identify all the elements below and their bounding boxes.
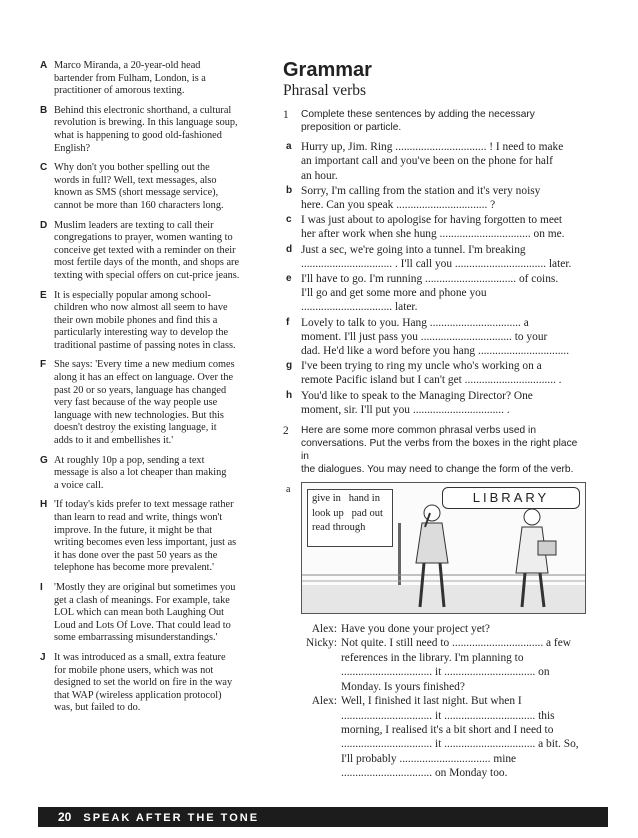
library-sign: LIBRARY [442,487,580,509]
item-line: an important call and you've been on the phone for half [301,155,553,168]
paragraph-line: what is happening to good old-fashioned [54,129,222,141]
item-line: ................................ . I'll call you ................................ later. [301,257,572,270]
paragraph-line: get a clash of meanings. For example, take [54,594,230,606]
paragraph-line: was, but failed to do. [54,702,141,714]
paragraph-line: their own mobile phones and find this a [54,314,218,326]
paragraph-line: a voice call. [54,479,104,491]
paragraph-line: cannot be more than 160 characters long. [54,199,224,211]
paragraph-line: At roughly 10p a pop, sending a text [54,454,205,466]
exercise-item [283,389,583,417]
item-line: Hurry up, Jim. Ring ................................ ! I need to make [301,141,564,154]
paragraph-line: Loud and Lots Of Love. That could lead to [54,619,231,631]
paragraph-line: telephone has become more prevalent.' [54,562,214,574]
paragraph-line: designed to set the world on fire in the way [54,677,233,689]
paragraph-line: along it has an effect on language. Over the [54,372,234,384]
item-line: Sorry, I'm calling from the station and it's very noisy [301,184,541,197]
item-line: I'll have to go. I'm running ................................ of coins. [301,273,559,286]
paragraph-letter: H [40,499,48,511]
paragraph-line: children who now almost all seem to have [54,302,228,314]
paragraph-line: doesn't destroy the existing language, it [54,422,217,434]
item-line: here. Can you speak ................................ ? [301,199,496,212]
item-letter: a [286,141,292,153]
exercise-number: 1 [283,109,289,122]
paragraph-letter: E [40,289,47,301]
article-paragraph [40,290,266,353]
paragraph-line: 'Mostly they are original but sometimes you [54,581,236,593]
paragraph-line: most fertile days of the month, and shops are [54,257,240,269]
dialogue-line: ................................ it ................................ a bit. So, [341,738,579,751]
article-paragraph [40,455,266,493]
dialogue-turn [283,694,583,780]
exercise-item [283,359,583,387]
grammar-heading: Grammar [283,59,372,81]
paragraph-line: than learn to read and write, things won't [54,512,223,523]
item-line: her after work when she hung ................................ on me. [301,228,565,241]
article-paragraph [40,105,266,155]
article-paragraph [40,220,266,283]
paragraph-line: bartender from Fulham, London, is a [54,72,206,84]
exercise-item [283,140,583,183]
dialogue-line: Well, I finished it last night. But when I [341,695,522,708]
dialogue-line: morning, I realised it's a bit short and I need to [341,723,554,736]
article-paragraph [40,60,266,98]
item-letter: b [286,184,293,196]
paragraph-line: She says: 'Every time a new medium comes [54,359,235,371]
item-line: I've been trying to ring my uncle who's working on a [301,360,542,373]
paragraph-line: adds to it and embellishes it.' [54,435,174,447]
paragraph-line: language with new technologies. But this [54,409,224,421]
item-line: an hour. [301,169,338,182]
paragraph-line: past 20 or so years, language has changed [54,384,227,396]
paragraph-line: that WAP (wireless application protocol) [54,689,222,701]
grammar-subtitle: Phrasal verbs [283,82,367,99]
footer-title: SPEAK AFTER THE TONE [83,812,260,824]
page-number: 20 [58,810,72,824]
paragraph-line: writing becomes even less important, just as [54,537,237,549]
item-line: You'd like to speak to the Managing Director? One [301,389,533,402]
paragraph-line: traditional pastime of passing notes in class. [54,339,236,351]
paragraph-letter: G [40,454,48,466]
exercise-2 [283,424,583,476]
part-label: a [286,484,291,496]
paragraph-letter: I [40,581,43,593]
paragraph-line: English? [54,142,91,154]
item-letter: e [286,273,292,285]
exercise-1 [283,108,583,134]
page-footer [38,807,608,827]
dialogue-turn [283,622,583,636]
paragraph-line: Muslim leaders are texting to call their [54,219,214,231]
speaker-name: Alex: [311,623,337,636]
paragraph-line: words in full? Well, text messages, also [54,174,217,186]
paragraph-letter: F [40,359,47,371]
paragraph-line: known as SMS (short message service), [54,187,219,199]
paragraph-line: It was introduced as a small, extra feature [54,651,226,663]
exercise-item [283,316,583,359]
paragraph-line: message is also a lot cheaper than making [54,467,227,479]
article-paragraph [40,359,266,447]
paragraph-line: practitioner of amorous texting. [54,85,185,97]
article-column [40,60,266,722]
paragraph-line: particularly interesting way to develop the [54,327,229,339]
exercise-instruction: Here are some more common phrasal verbs used in conversations. Put the verbs from the boxes in the right place in the dialogues. You may need to change the form of the verb. [301,425,578,476]
paragraph-line: very fast because of the way people use [54,397,218,409]
students-drawing [302,483,585,613]
paragraph-line: It is especially popular among school- [54,289,211,301]
speaker-name: Alex: [311,695,337,708]
dialogue [283,622,583,780]
article-paragraph [40,162,266,212]
exercise-instruction: Complete these sentences by adding the necessary preposition or particle. [301,109,535,134]
exercise-item [283,243,583,271]
paragraph-letter: D [40,219,48,231]
grammar-column [283,58,583,781]
item-line: dad. He'd like a word before you hang ................................ [301,345,570,358]
paragraph-letter: J [40,651,46,663]
paragraph-line: it has done over the past 50 years as the [54,549,218,561]
article-paragraph [40,652,266,715]
dialogue-line: references in the library. I'm planning to [341,651,524,664]
item-line: ................................ later. [301,301,418,314]
exercise-item [283,272,583,315]
paragraph-letter: B [40,104,48,116]
article-paragraph [40,499,266,575]
paragraph-line: Behind this electronic shorthand, a cultural [54,104,232,116]
item-letter: h [286,389,293,401]
item-line: I was just about to apologise for having forgotten to meet [301,214,563,227]
paragraph-line: Marco Miranda, a 20-year-old head [54,60,201,71]
exercise-item [283,213,583,241]
dialogue-line: Monday. Is yours finished? [341,680,465,693]
paragraph-line: conceive get texted with a reminder on their [54,244,236,256]
exercise-1-items [283,140,583,417]
item-letter: c [286,214,292,226]
item-line: moment. I'll just pass you ................................ to your [301,330,548,343]
paragraph-line: texting with special offers on cut-price jeans. [54,269,240,281]
article-paragraph [40,582,266,645]
paragraph-line: revolution is brewing. In this language soup, [54,117,238,129]
item-line: remote Pacific island but I can't get ................................ . [301,374,562,387]
item-line: moment, sir. I'll put you ................................ . [301,403,510,416]
dialogue-line: I'll probably ................................ mine [341,752,517,765]
dialogue-line: Not quite. I still need to ................................ a few [341,637,571,650]
paragraph-letter: A [40,60,48,71]
dialogue-line: ................................ it ................................ this [341,709,555,722]
item-letter: g [286,360,293,372]
exercise-item [283,184,583,212]
exercise-number: 2 [283,425,289,438]
item-line: I'll go and get some more and phone you [301,287,487,300]
paragraph-line: some embarrassing misunderstandings.' [54,632,218,644]
dialogue-line: Have you done your project yet? [341,623,490,636]
item-letter: f [286,316,290,328]
paragraph-line: 'If today's kids prefer to text message rather [54,499,234,511]
verb-box: give in hand in look up pad out read through [307,489,393,547]
library-illustration [286,482,586,614]
paragraph-line: LOL which can mean both Laughing Out [54,607,225,619]
paragraph-line: congregations to prayer, women wanting to [54,232,233,244]
dialogue-line: ................................ on Monday too. [341,767,508,780]
speaker-name: Nicky: [305,637,337,650]
dialogue-turn [283,636,583,694]
paragraph-line: for mobile phone users, which was not [54,664,214,676]
paragraph-line: Why don't you bother spelling out the [54,162,210,174]
paragraph-line: improve. In the future, it might be that [54,524,213,536]
item-line: Just a sec, we're going into a tunnel. I'm breaking [301,243,526,256]
item-letter: d [286,243,293,255]
dialogue-line: ................................ it ................................ on [341,666,550,679]
item-line: Lovely to talk to you. Hang ................................ a [301,316,529,329]
paragraph-letter: C [40,162,48,174]
